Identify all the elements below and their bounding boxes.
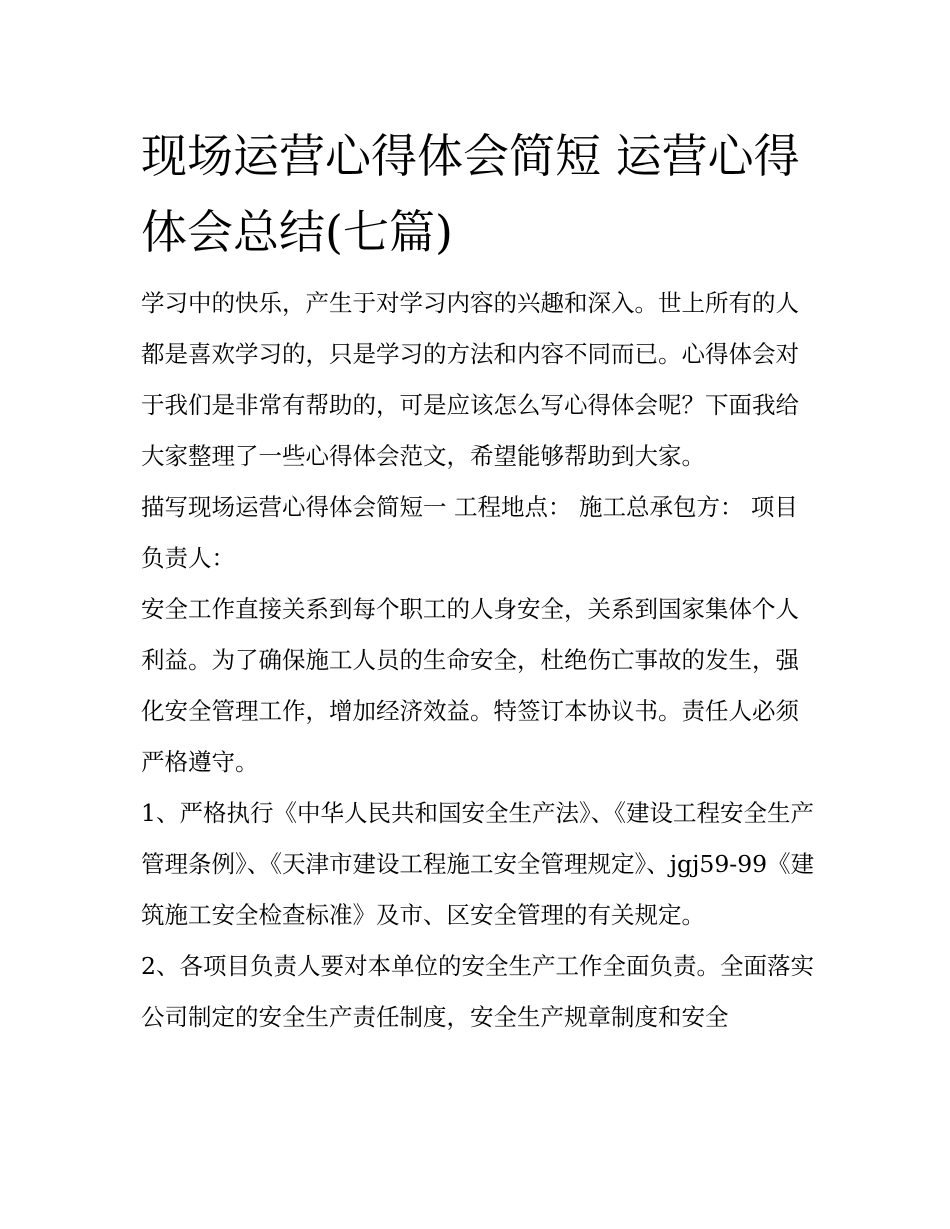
document-title: 现场运营心得体会简短 运营心得体会总结(七篇)	[141, 129, 800, 259]
paragraph-item-1: 1、严格执行《中华人民共和国安全生产法》、《建设工程安全生产管理条例》、《天津市建设工程施工安全管理规定》、jgj59-99《建筑施工安全检查标准》及市、区安全管理的有关规定。	[141, 799, 815, 929]
document-body	[141, 278, 816, 1043]
paragraph-item-2: 2、各项目负责人要对本单位的安全生产工作全面负责。全面落实公司制定的安全生产责任制度，安全生产规章制度和安全	[141, 952, 814, 1031]
paragraph-intro: 学习中的快乐，产生于对学习内容的兴趣和深入。世上所有的人都是喜欢学习的，只是学习的方法和内容不同而已。心得体会对于我们是非常有帮助的，可是应该怎么写心得体会呢？下面我给大家整理了一些心得体会范文，希望能够帮助到大家。	[141, 289, 799, 470]
paragraph-section-heading: 描写现场运营心得体会简短一 工程地点： 施工总承包方： 项目负责人：	[141, 493, 798, 572]
paragraph-safety: 安全工作直接关系到每个职工的人身安全，关系到国家集体个人利益。为了确保施工人员的生命安全，杜绝伤亡事故的发生，强化安全管理工作，增加经济效益。特签订本协议书。责任人必须严格遵守。	[141, 595, 799, 776]
document-page	[141, 118, 816, 1043]
